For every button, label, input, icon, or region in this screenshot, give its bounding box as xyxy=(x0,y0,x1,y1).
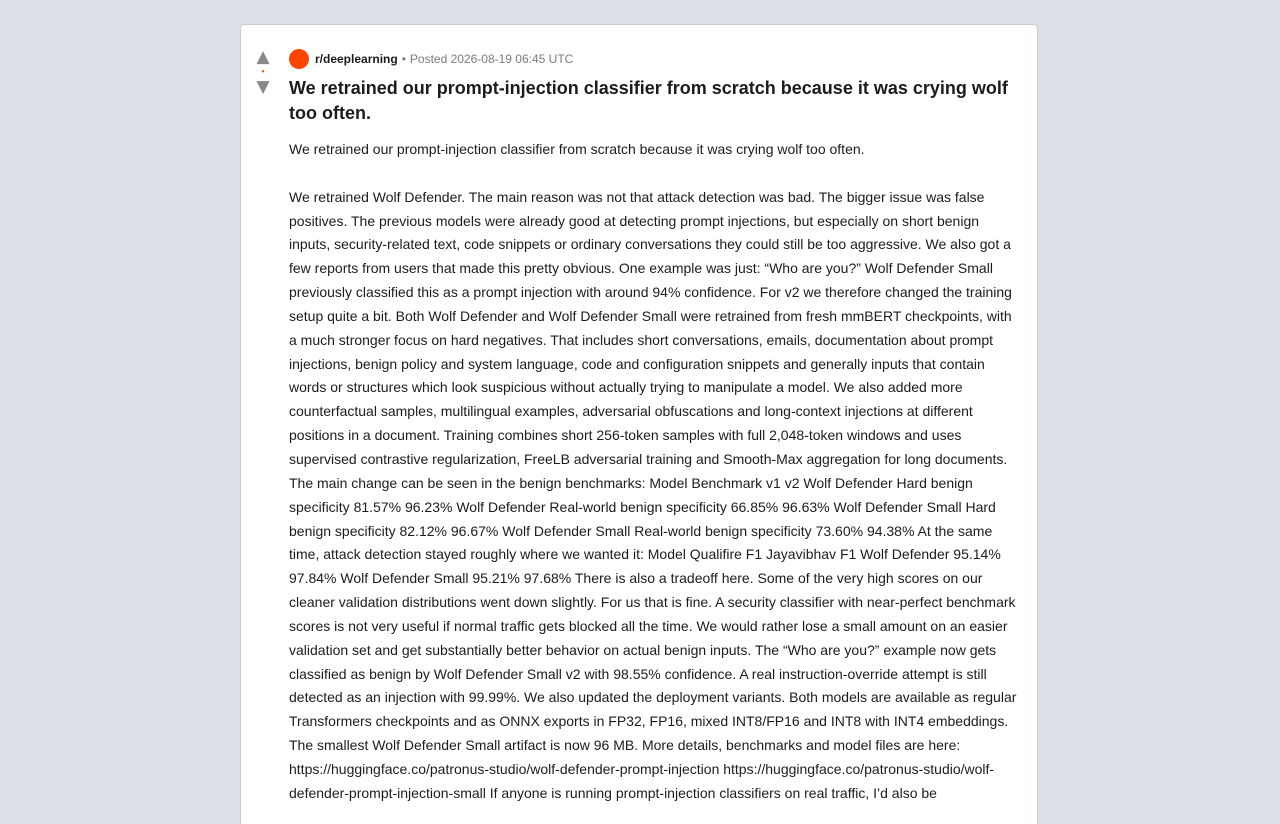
post-body-intro: We retrained our prompt-injection classifier from scratch because it was crying wolf too often. xyxy=(289,141,865,157)
post-body-main: We retrained Wolf Defender. The main reason was not that attack detection was bad. The bigger issue was false positives. The previous models were already good at detecting prompt injections, but especially on short benign inputs, security-related text, code snippets or ordinary conversations they could still be too aggressive. We also got a few reports from users that made this pretty obvious. One example was just: “Who are you?” Wolf Defender Small previously classified this as a prompt injection with around 94% confidence. For v2 we therefore changed the training setup quite a bit. Both Wolf Defender and Wolf Defender Small were retrained from fresh mmBERT checkpoints, with a much stronger focus on hard negatives. That includes short conversations, emails, documentation about prompt injections, benign policy and system language, code and configuration snippets and generally inputs that contain words or structures which look suspicious without actually trying to manipulate a model. We also added more counterfactual samples, multilingual examples, adversarial obfuscations and long-context injections at different positions in a document. Training combines short 256-token samples with full 2,048-token windows and uses supervised contrastive regularization, FreeLB adversarial training and Smooth-Max aggregation for long documents. The main change can be seen in the benign benchmarks: Model Benchmark v1 v2 Wolf Defender Hard benign specificity 81.57% 96.23% Wolf Defender Real-world benign specificity 66.85% 96.63% Wolf Defender Small Hard benign specificity 82.12% 96.67% Wolf Defender Small Real-world benign specificity 73.60% 94.38% At the same time, attack detection stayed roughly where we wanted it: Model Qualifire F1 Jayavibhav F1 Wolf Defender 95.14% 97.84% Wolf Defender Small 95.21% 97.68% There is also a tradeoff here. Some of the very high scores on our cleaner validation distributions went down slightly. For us that is fine. A security classifier with near-perfect benchmark scores is not very useful if normal traffic gets blocked all the time. We would rather lose a small amount on an easier validation set and get substantially better behavior on actual benign inputs. The “Who are you?” example now gets classified as benign by Wolf Defender Small v2 with 98.55% confidence. A real instruction-override attempt is still detected as an injection with 99.99%. We also updated the deployment variants. Both models are available as regular Transformers checkpoints and as ONNX exports in FP32, FP16, mixed INT8/FP16 and INT8 with INT4 embeddings. The smallest Wolf Defender Small artifact is now 96 MB. More details, benchmarks and model files are here: https://huggingface.co/patronus-studio/wolf-defender-prompt-injection https://huggingface.co/patronus-studio/wolf-defender-prompt-injection-small If anyone is running prompt-injection classifiers on real traffic, I’d also be xyxy=(289,188,1017,801)
downvote-arrow-icon[interactable]: ▼ xyxy=(256,77,270,97)
upvote-arrow-icon[interactable]: ▲ xyxy=(256,47,270,67)
subreddit-link[interactable]: r/deeplearning xyxy=(315,52,398,66)
meta-separator: • xyxy=(401,52,406,66)
post-card xyxy=(240,24,1038,824)
post-body xyxy=(289,138,1017,806)
subreddit-avatar-icon[interactable] xyxy=(289,49,309,69)
vote-column xyxy=(241,47,285,97)
vote-score: • xyxy=(261,67,265,76)
posted-timestamp: Posted 2026-08-19 06:45 UTC xyxy=(409,52,574,66)
post-content xyxy=(289,49,1017,806)
post-meta xyxy=(289,49,1017,69)
post-title[interactable]: We retrained our prompt-injection classifier from scratch because it was crying wolf too often. xyxy=(289,78,1008,123)
